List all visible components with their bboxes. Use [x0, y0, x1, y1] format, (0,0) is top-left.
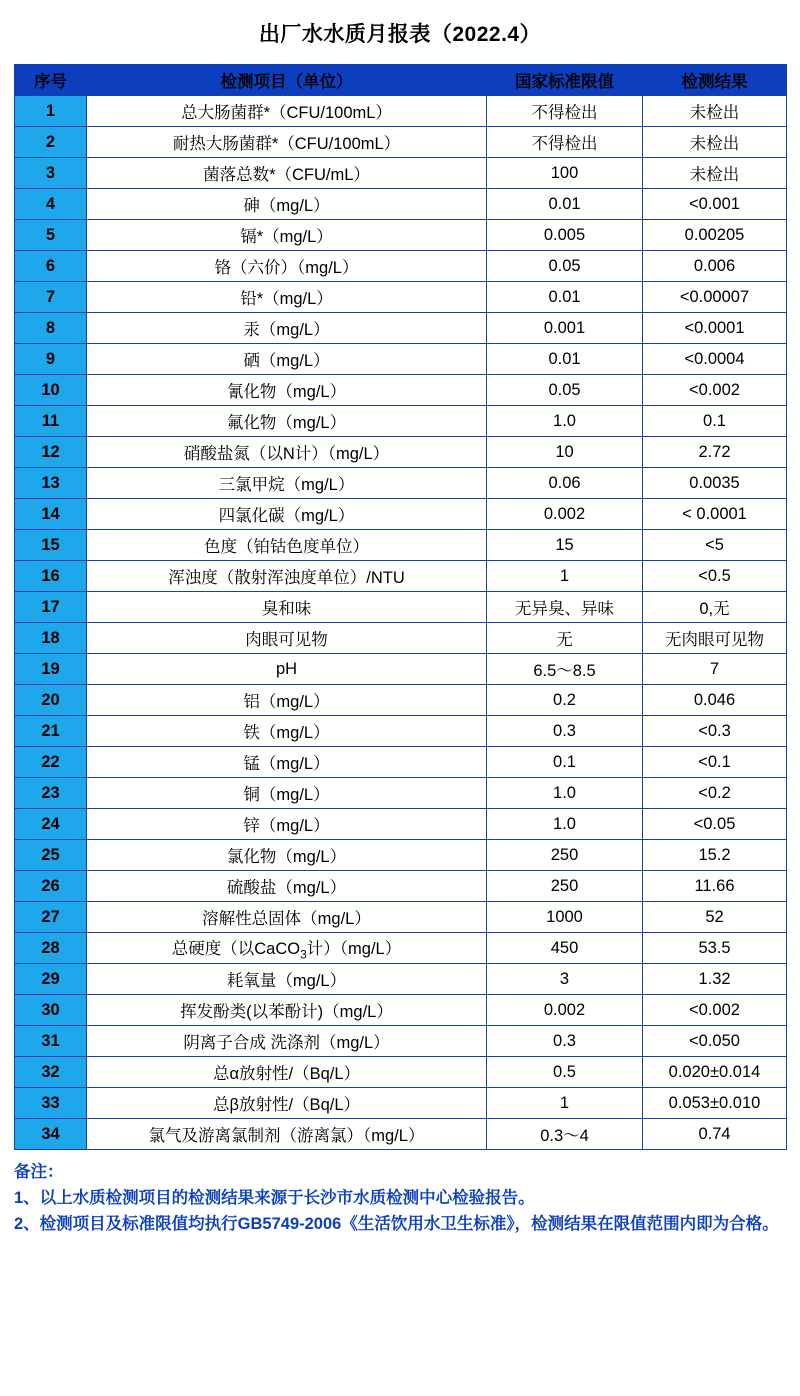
row-item-name: 硝酸盐氮（以N计）（mg/L） — [87, 437, 487, 468]
row-test-result: <0.050 — [643, 1026, 787, 1057]
row-index: 13 — [15, 468, 87, 499]
row-index: 10 — [15, 375, 87, 406]
table-row — [15, 1057, 787, 1088]
row-test-result: <0.002 — [643, 995, 787, 1026]
row-index: 32 — [15, 1057, 87, 1088]
row-test-result: <0.3 — [643, 716, 787, 747]
row-standard-limit: 无异臭、异味 — [487, 592, 643, 623]
row-standard-limit: 无 — [487, 623, 643, 654]
row-index: 9 — [15, 344, 87, 375]
row-item-name: 耐热大肠菌群*（CFU/100mL） — [87, 127, 487, 158]
row-standard-limit: 450 — [487, 933, 643, 964]
row-standard-limit: 250 — [487, 840, 643, 871]
table-row — [15, 158, 787, 189]
row-test-result: 0.1 — [643, 406, 787, 437]
row-index: 23 — [15, 778, 87, 809]
row-test-result: 未检出 — [643, 96, 787, 127]
row-item-name: 耗氧量（mg/L） — [87, 964, 487, 995]
table-row — [15, 654, 787, 685]
table-row — [15, 437, 787, 468]
row-test-result: <0.0001 — [643, 313, 787, 344]
row-test-result: <0.1 — [643, 747, 787, 778]
row-item-name: 锰（mg/L） — [87, 747, 487, 778]
row-item-name: 锌（mg/L） — [87, 809, 487, 840]
row-item-name: 溶解性总固体（mg/L） — [87, 902, 487, 933]
row-test-result: 未检出 — [643, 158, 787, 189]
row-item-name: 铝（mg/L） — [87, 685, 487, 716]
row-standard-limit: 0.01 — [487, 344, 643, 375]
row-test-result: 7 — [643, 654, 787, 685]
notes-heading: 备注： — [14, 1163, 64, 1181]
row-standard-limit: 6.5～8.5 — [487, 654, 643, 685]
row-test-result: 0.006 — [643, 251, 787, 282]
row-standard-limit: 0.002 — [487, 499, 643, 530]
table-header-row — [15, 65, 787, 96]
row-standard-limit: 0.01 — [487, 282, 643, 313]
row-item-name: 阴离子合成 洗涤剂（mg/L） — [87, 1026, 487, 1057]
row-index: 19 — [15, 654, 87, 685]
row-standard-limit: 10 — [487, 437, 643, 468]
row-standard-limit: 不得检出 — [487, 96, 643, 127]
row-index: 30 — [15, 995, 87, 1026]
row-item-name: 铜（mg/L） — [87, 778, 487, 809]
row-test-result: 0.0035 — [643, 468, 787, 499]
row-test-result: <0.05 — [643, 809, 787, 840]
row-item-name: 浑浊度（散射浑浊度单位）/NTU — [87, 561, 487, 592]
table-header — [15, 65, 787, 96]
row-item-name: 总β放射性/（Bq/L） — [87, 1088, 487, 1119]
row-standard-limit: 0.01 — [487, 189, 643, 220]
row-index: 7 — [15, 282, 87, 313]
row-item-name: 镉*（mg/L） — [87, 220, 487, 251]
table-row — [15, 933, 787, 964]
row-test-result: 2.72 — [643, 437, 787, 468]
row-test-result: <0.001 — [643, 189, 787, 220]
table-row — [15, 220, 787, 251]
row-test-result: 1.32 — [643, 964, 787, 995]
row-index: 5 — [15, 220, 87, 251]
row-index: 34 — [15, 1119, 87, 1150]
row-item-name: 氯气及游离氯制剂（游离氯）（mg/L） — [87, 1119, 487, 1150]
row-index: 1 — [15, 96, 87, 127]
row-item-name: 铬（六价）（mg/L） — [87, 251, 487, 282]
row-test-result: 15.2 — [643, 840, 787, 871]
column-header-result: 检测结果 — [643, 65, 787, 96]
row-index: 16 — [15, 561, 87, 592]
notes-block — [14, 1160, 786, 1237]
row-standard-limit: 0.3 — [487, 716, 643, 747]
row-test-result: <0.00007 — [643, 282, 787, 313]
table-row — [15, 747, 787, 778]
row-standard-limit: 0.001 — [487, 313, 643, 344]
row-index: 8 — [15, 313, 87, 344]
row-index: 18 — [15, 623, 87, 654]
table-row — [15, 251, 787, 282]
row-index: 20 — [15, 685, 87, 716]
row-test-result: 0.053±0.010 — [643, 1088, 787, 1119]
row-test-result: < 0.0001 — [643, 499, 787, 530]
table-row — [15, 282, 787, 313]
row-test-result: 0.020±0.014 — [643, 1057, 787, 1088]
row-item-name: 肉眼可见物 — [87, 623, 487, 654]
notes-line-1: 1、以上水质检测项目的检测结果来源于长沙市水质检测中心检验报告。 — [14, 1189, 535, 1207]
table-row — [15, 96, 787, 127]
table-row — [15, 685, 787, 716]
table-row — [15, 189, 787, 220]
row-index: 12 — [15, 437, 87, 468]
table-row — [15, 716, 787, 747]
row-standard-limit: 0.2 — [487, 685, 643, 716]
table-row — [15, 1088, 787, 1119]
table-row — [15, 592, 787, 623]
table-row — [15, 530, 787, 561]
column-header-limit: 国家标准限值 — [487, 65, 643, 96]
row-test-result: <5 — [643, 530, 787, 561]
table-row — [15, 1119, 787, 1150]
table-row — [15, 840, 787, 871]
row-item-name: 硒（mg/L） — [87, 344, 487, 375]
row-index: 4 — [15, 189, 87, 220]
row-item-name: 氯化物（mg/L） — [87, 840, 487, 871]
table-row — [15, 313, 787, 344]
row-index: 3 — [15, 158, 87, 189]
row-standard-limit: 1000 — [487, 902, 643, 933]
row-item-name: pH — [87, 654, 487, 685]
table-row — [15, 344, 787, 375]
row-item-name: 三氯甲烷（mg/L） — [87, 468, 487, 499]
table-row — [15, 809, 787, 840]
row-item-name: 硫酸盐（mg/L） — [87, 871, 487, 902]
row-standard-limit: 0.002 — [487, 995, 643, 1026]
table-row — [15, 902, 787, 933]
row-index: 21 — [15, 716, 87, 747]
row-standard-limit: 0.06 — [487, 468, 643, 499]
row-test-result: <0.0004 — [643, 344, 787, 375]
row-item-name: 砷（mg/L） — [87, 189, 487, 220]
row-item-name: 总α放射性/（Bq/L） — [87, 1057, 487, 1088]
row-standard-limit: 0.05 — [487, 375, 643, 406]
table-row — [15, 1026, 787, 1057]
row-index: 31 — [15, 1026, 87, 1057]
row-standard-limit: 15 — [487, 530, 643, 561]
row-standard-limit: 1.0 — [487, 809, 643, 840]
row-index: 14 — [15, 499, 87, 530]
row-standard-limit: 100 — [487, 158, 643, 189]
row-test-result: 0,无 — [643, 592, 787, 623]
row-standard-limit: 0.3～4 — [487, 1119, 643, 1150]
row-item-name: 铅*（mg/L） — [87, 282, 487, 313]
table-row — [15, 375, 787, 406]
table-body — [15, 96, 787, 1150]
notes-line-2: 2、检测项目及标准限值均执行GB5749-2006《生活饮用水卫生标准》，检测结果在限值范围内即为合格。 — [14, 1215, 779, 1233]
row-test-result: 无肉眼可见物 — [643, 623, 787, 654]
row-test-result: 0.00205 — [643, 220, 787, 251]
row-test-result: <0.2 — [643, 778, 787, 809]
row-item-name: 臭和味 — [87, 592, 487, 623]
row-item-name: 氟化物（mg/L） — [87, 406, 487, 437]
row-test-result: <0.002 — [643, 375, 787, 406]
row-standard-limit: 250 — [487, 871, 643, 902]
row-test-result: <0.5 — [643, 561, 787, 592]
row-item-name: 总大肠菌群*（CFU/100mL） — [87, 96, 487, 127]
row-test-result: 0.046 — [643, 685, 787, 716]
table-row — [15, 406, 787, 437]
row-item-name: 四氯化碳（mg/L） — [87, 499, 487, 530]
row-standard-limit: 1 — [487, 561, 643, 592]
row-item-name: 挥发酚类(以苯酚计)（mg/L） — [87, 995, 487, 1026]
table-row — [15, 964, 787, 995]
row-test-result: 53.5 — [643, 933, 787, 964]
row-standard-limit: 1 — [487, 1088, 643, 1119]
row-index: 11 — [15, 406, 87, 437]
row-index: 26 — [15, 871, 87, 902]
table-row — [15, 468, 787, 499]
table-row — [15, 127, 787, 158]
row-standard-limit: 0.005 — [487, 220, 643, 251]
row-index: 33 — [15, 1088, 87, 1119]
row-item-name: 色度（铂钴色度单位） — [87, 530, 487, 561]
row-item-name: 氰化物（mg/L） — [87, 375, 487, 406]
row-standard-limit: 不得检出 — [487, 127, 643, 158]
water-quality-table — [14, 64, 787, 1150]
row-standard-limit: 1.0 — [487, 406, 643, 437]
row-standard-limit: 1.0 — [487, 778, 643, 809]
row-index: 17 — [15, 592, 87, 623]
row-item-name: 总硬度（以CaCO$_3$计）（mg/L） — [87, 933, 487, 964]
table-row — [15, 871, 787, 902]
row-standard-limit: 3 — [487, 964, 643, 995]
row-index: 22 — [15, 747, 87, 778]
row-standard-limit: 0.1 — [487, 747, 643, 778]
row-index: 28 — [15, 933, 87, 964]
row-index: 29 — [15, 964, 87, 995]
row-index: 27 — [15, 902, 87, 933]
row-index: 15 — [15, 530, 87, 561]
table-row — [15, 623, 787, 654]
column-header-index: 序号 — [15, 65, 87, 96]
row-item-name: 铁（mg/L） — [87, 716, 487, 747]
row-standard-limit: 0.3 — [487, 1026, 643, 1057]
table-row — [15, 499, 787, 530]
row-standard-limit: 0.05 — [487, 251, 643, 282]
row-test-result: 52 — [643, 902, 787, 933]
table-row — [15, 561, 787, 592]
table-row — [15, 778, 787, 809]
row-index: 25 — [15, 840, 87, 871]
row-standard-limit: 0.5 — [487, 1057, 643, 1088]
column-header-item: 检测项目（单位） — [87, 65, 487, 96]
page-title: 出厂水水质月报表（2022.4） — [258, 23, 542, 46]
table-row — [15, 995, 787, 1026]
row-test-result: 11.66 — [643, 871, 787, 902]
row-index: 6 — [15, 251, 87, 282]
row-test-result: 0.74 — [643, 1119, 787, 1150]
row-test-result: 未检出 — [643, 127, 787, 158]
row-item-name: 汞（mg/L） — [87, 313, 487, 344]
row-index: 2 — [15, 127, 87, 158]
row-index: 24 — [15, 809, 87, 840]
row-item-name: 菌落总数*（CFU/mL） — [87, 158, 487, 189]
